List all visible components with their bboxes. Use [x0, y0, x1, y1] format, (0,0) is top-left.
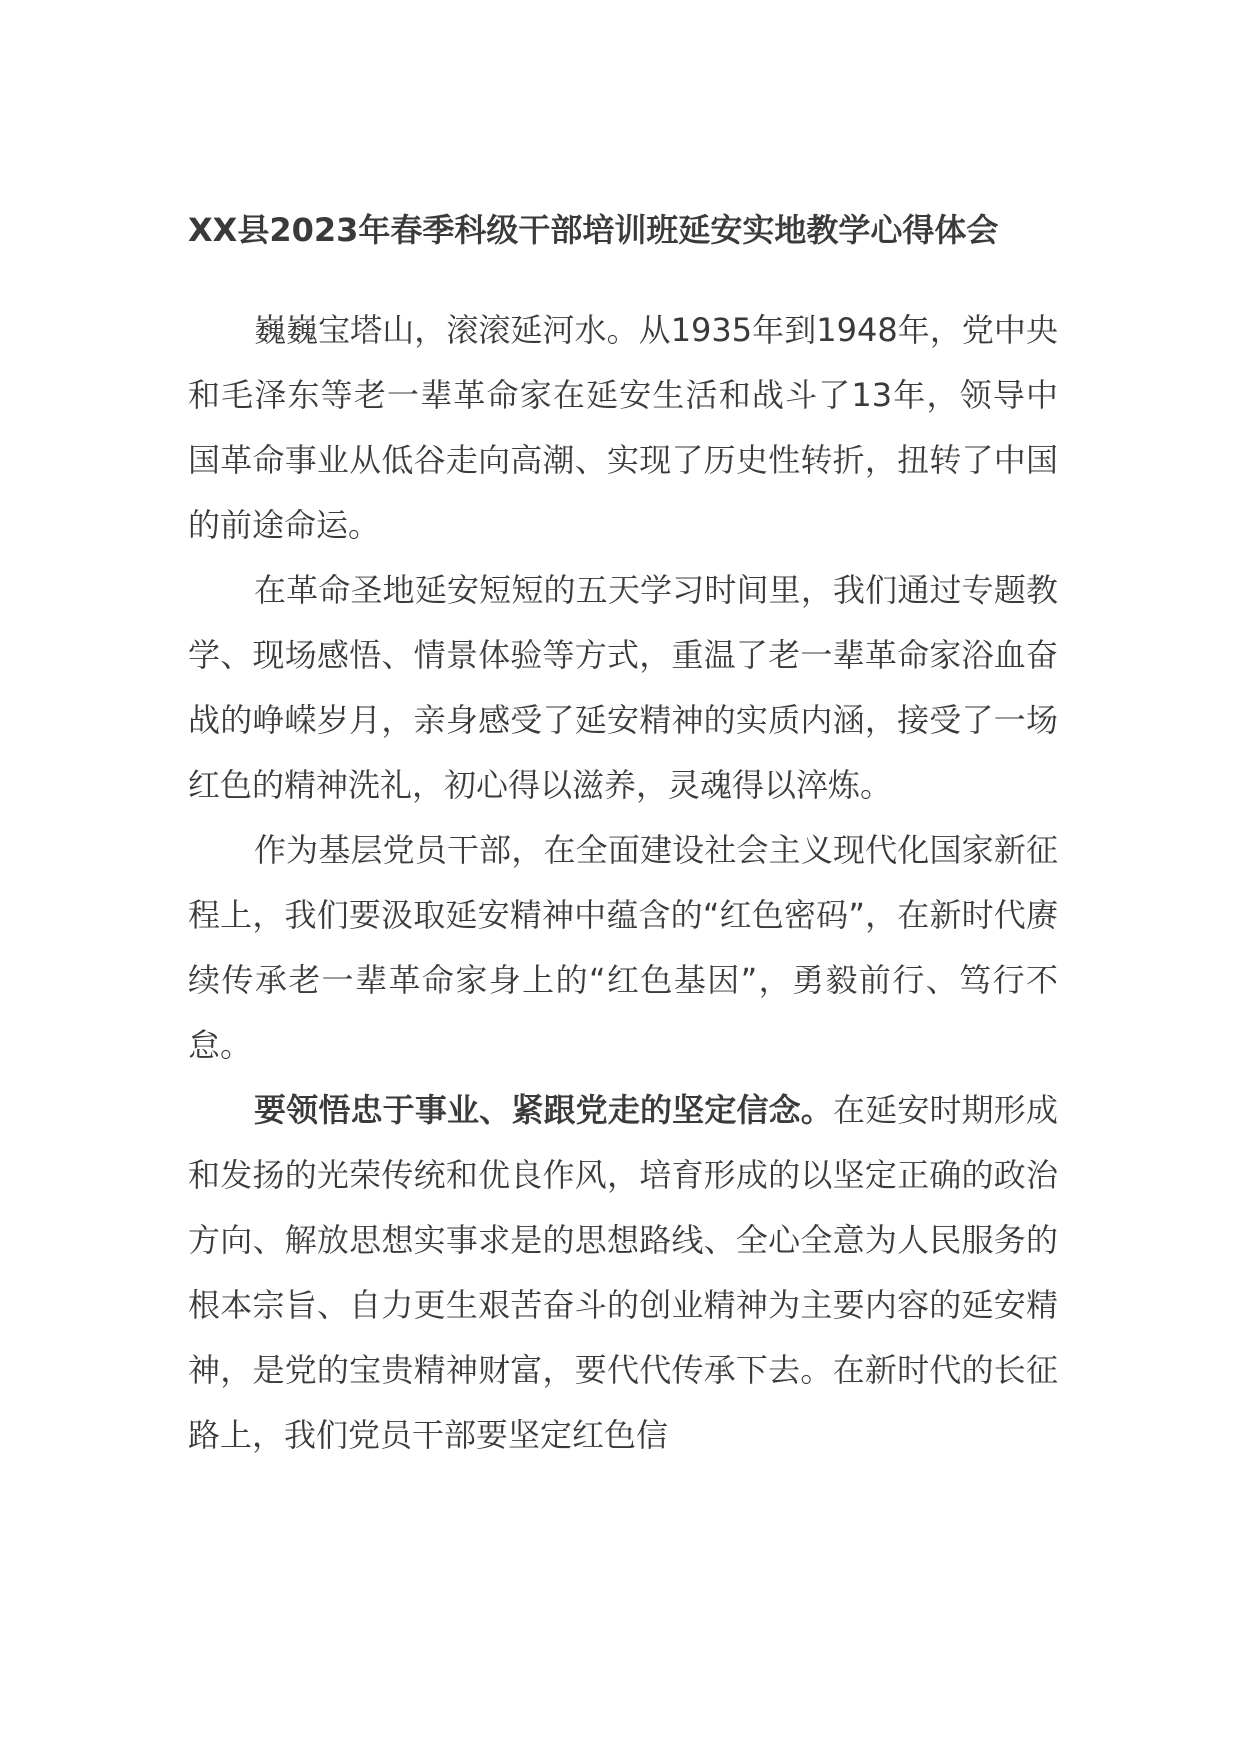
paragraph-2-text: 在革命圣地延安短短的五天学习时间里，我们通过专题教学、现场感悟、情景体验等方式，重温了老一辈革命家浴血奋战的峥嵘岁月，亲身感受了延安精神的实质内涵，接受了一场红色的精神洗礼，初心得以滋养，灵魂得以淬炼。: [188, 571, 1058, 804]
paragraph-1: [188, 298, 1058, 558]
document-body: [188, 298, 1058, 1468]
document-title: XX县2023年春季科级干部培训班延安实地教学心得体会: [188, 211, 999, 249]
paragraph-3-text: 作为基层党员干部，在全面建设社会主义现代化国家新征程上，我们要汲取延安精神中蕴含的“红色密码”，在新时代赓续传承老一辈革命家身上的“红色基因”，勇毅前行、笃行不怠。: [188, 831, 1058, 1064]
paragraph-3: [188, 818, 1058, 1078]
paragraph-4: [188, 1078, 1058, 1468]
paragraph-1-text: 巍巍宝塔山，滚滚延河水。从1935年到1948年，党中央和毛泽东等老一辈革命家在延安生活和战斗了13年，领导中国革命事业从低谷走向高潮、实现了历史性转折，扭转了中国的前途命运。: [188, 311, 1058, 544]
paragraph-4-text: 在延安时期形成和发扬的光荣传统和优良作风，培育形成的以坚定正确的政治方向、解放思想实事求是的思想路线、全心全意为人民服务的根本宗旨、自力更生艰苦奋斗的创业精神为主要内容的延安精神，是党的宝贵精神财富，要代代传承下去。在新时代的长征路上，我们党员干部要坚定红色信: [188, 1091, 1058, 1454]
paragraph-2: [188, 558, 1058, 818]
paragraph-4-heading: 要领悟忠于事业、紧跟党走的坚定信念。: [254, 1091, 833, 1129]
